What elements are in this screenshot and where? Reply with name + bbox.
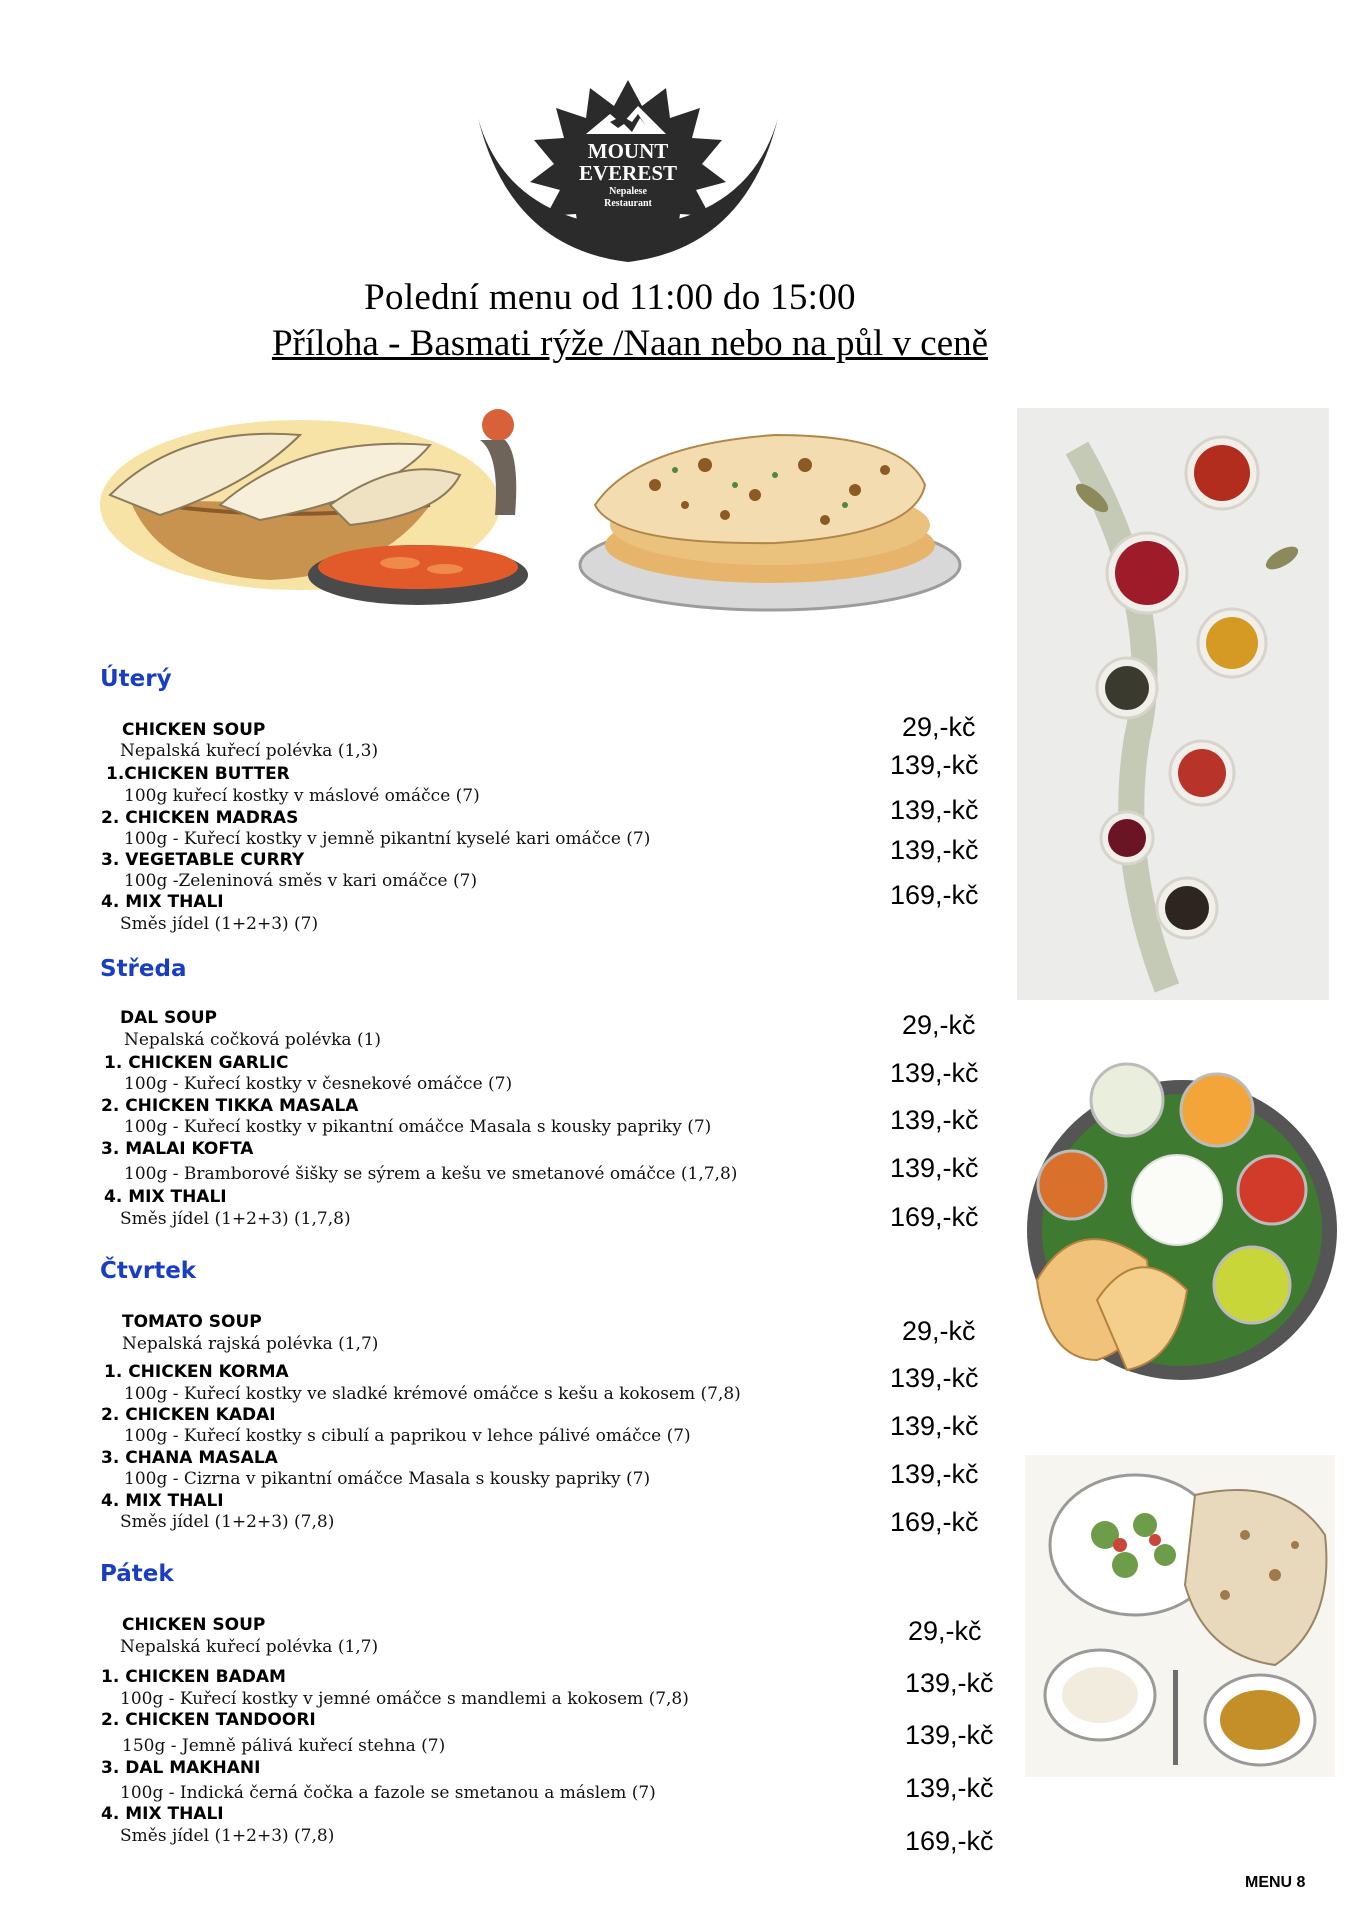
friday-item-3-price: 139,-kč [905,1773,994,1803]
thursday-item-2-price: 139,-kč [890,1411,979,1441]
naan-basket-curry-illustration [100,395,550,615]
thursday-item-soup-name: TOMATO SOUP [122,1312,262,1332]
naan-plate-illustration [575,425,965,615]
wednesday-item-soup-price: 29,-kč [902,1010,976,1040]
wednesday-item-3-name: 3. MALAI KOFTA [101,1139,254,1159]
tuesday-item-soup-name: CHICKEN SOUP [122,720,266,740]
wednesday-item-soup-desc: Nepalská cočková polévka (1) [124,1030,382,1050]
thursday-item-1-price: 139,-kč [890,1363,979,1393]
friday-item-soup-desc: Nepalská kuřecí polévka (1,7) [120,1637,379,1657]
tuesday-item-3-desc: 100g -Zeleninová směs v kari omáčce (7) [124,871,478,891]
tuesday-item-4-name: 4. MIX THALI [101,892,224,912]
tuesday-item-3-price: 139,-kč [890,835,979,865]
wednesday-item-3-desc: 100g - Bramborové šišky se sýrem a kešu ve smetanové omáčce (1,7,8) [124,1164,738,1184]
friday-item-1-price: 139,-kč [905,1668,994,1698]
wednesday-item-2-name: 2. CHICKEN TIKKA MASALA [101,1096,359,1116]
logo-line-2: EVEREST [578,161,678,185]
friday-item-4-price: 169,-kč [905,1826,994,1856]
day-heading-friday: Pátek [100,1561,174,1587]
tuesday-item-2-desc: 100g - Kuřecí kostky v jemně pikantní kyselé kari omáčce (7) [124,829,651,849]
friday-item-3-desc: 100g - Indická černá čočka a fazole se smetanou a máslem (7) [120,1783,656,1803]
thursday-item-1-desc: 100g - Kuřecí kostky ve sladké krémové omáčce s kešu a kokosem (7,8) [124,1384,741,1404]
friday-item-1-desc: 100g - Kuřecí kostky v jemné omáčce s mandlemi a kokosem (7,8) [120,1689,689,1709]
tuesday-item-1-price: 139,-kč [890,750,979,780]
friday-item-soup-price: 29,-kč [908,1616,982,1646]
tuesday-item-2-price: 139,-kč [890,795,979,825]
day-heading-tuesday: Úterý [100,666,172,692]
thursday-item-4-desc: Směs jídel (1+2+3) (7,8) [120,1512,335,1532]
thursday-item-1-name: 1. CHICKEN KORMA [104,1362,289,1382]
friday-item-2-name: 2. CHICKEN TANDOORI [101,1710,316,1730]
wednesday-item-3-price: 139,-kč [890,1153,979,1183]
logo-line-4: Restaurant [604,198,652,209]
tuesday-item-1-name: 1.CHICKEN BUTTER [106,764,290,784]
thursday-item-4-price: 169,-kč [890,1507,979,1537]
thursday-item-3-desc: 100g - Cizrna v pikantní omáčce Masala s kousky papriky (7) [124,1469,651,1489]
wednesday-item-1-name: 1. CHICKEN GARLIC [104,1053,289,1073]
logo-line-1: MOUNT [587,139,669,163]
tuesday-item-3-name: 3. VEGETABLE CURRY [101,850,305,870]
wednesday-item-4-price: 169,-kč [890,1202,979,1232]
spices-photo [1017,408,1329,1000]
tuesday-item-1-desc: 100g kuřecí kostky v máslové omáčce (7) [124,786,480,806]
wednesday-item-1-desc: 100g - Kuřecí kostky v česnekové omáčce (7) [124,1074,513,1094]
tuesday-item-soup-price: 29,-kč [902,712,976,742]
tuesday-item-4-price: 169,-kč [890,880,979,910]
thursday-item-3-name: 3. CHANA MASALA [101,1448,278,1468]
naan-salad-illustration [1025,1455,1335,1777]
day-heading-wednesday: Středa [100,956,187,982]
thursday-item-soup-price: 29,-kč [902,1316,976,1346]
tuesday-item-2-name: 2. CHICKEN MADRAS [101,808,299,828]
thursday-item-4-name: 4. MIX THALI [101,1491,224,1511]
logo-line-3: Nepalese [609,186,647,197]
lunch-hours-heading: Polední menu od 11:00 do 15:00 [364,277,856,318]
page-label: MENU 8 [1245,1874,1306,1891]
wednesday-item-2-price: 139,-kč [890,1105,979,1135]
thursday-item-soup-desc: Nepalská rajská polévka (1,7) [122,1334,379,1354]
side-dish-heading: Příloha - Basmati rýže /Naan nebo na půl v ceně [271,323,989,364]
thursday-item-2-desc: 100g - Kuřecí kostky s cibulí a paprikou v lehce pálivé omáčce (7) [124,1426,691,1446]
restaurant-logo [470,78,786,264]
tuesday-item-soup-desc: Nepalská kuřecí polévka (1,3) [120,741,379,761]
wednesday-item-2-desc: 100g - Kuřecí kostky v pikantní omáčce Masala s kousky papriky (7) [124,1117,712,1137]
friday-item-3-name: 3. DAL MAKHANI [101,1758,261,1778]
wednesday-item-1-price: 139,-kč [890,1058,979,1088]
friday-item-1-name: 1. CHICKEN BADAM [101,1667,286,1687]
friday-item-2-price: 139,-kč [905,1720,994,1750]
friday-item-soup-name: CHICKEN SOUP [122,1615,266,1635]
thali-illustration [1017,1040,1342,1420]
day-heading-thursday: Čtvrtek [100,1258,197,1284]
tuesday-item-4-desc: Směs jídel (1+2+3) (7) [120,914,319,934]
thursday-item-3-price: 139,-kč [890,1459,979,1489]
wednesday-item-soup-name: DAL SOUP [120,1008,217,1028]
wednesday-item-4-desc: Směs jídel (1+2+3) (1,7,8) [120,1209,351,1229]
thursday-item-2-name: 2. CHICKEN KADAI [101,1405,276,1425]
friday-item-4-name: 4. MIX THALI [101,1804,224,1824]
friday-item-2-desc: 150g - Jemně pálivá kuřecí stehna (7) [122,1736,446,1756]
friday-item-4-desc: Směs jídel (1+2+3) (7,8) [120,1826,335,1846]
wednesday-item-4-name: 4. MIX THALI [104,1187,227,1207]
